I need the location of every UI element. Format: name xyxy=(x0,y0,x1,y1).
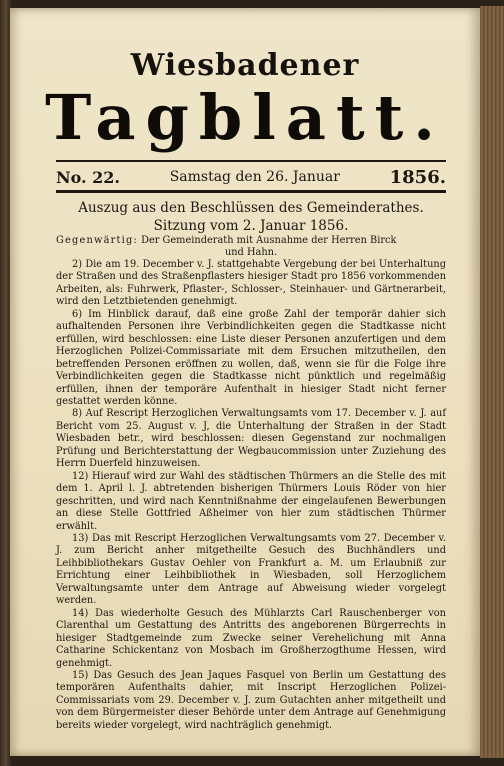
issue-number: No. 22. xyxy=(56,167,120,187)
article xyxy=(56,200,446,732)
paragraph-14: 14) Das wiederholte Gesuch des Mühlarzts Carl Rauschenberger von Clarenthal um Gestattung des Antritts des angeborenen Bürgerrechts in hiesiger Stadtgemeinde zum Zwecke seiner Verehelichung mit Anna Catharine Schickentanz von Mosbach im Großherzogthume Hessen, wird genehmigt. xyxy=(56,607,446,669)
session-date: Sitzung vom 2. Januar 1856. xyxy=(153,218,349,234)
masthead-rule-bottom xyxy=(56,190,446,193)
paragraph-13: 13) Das mit Rescript Herzoglichen Verwaltungsamts vom 27. December v. J. zum Bericht anher mitgetheilte Gesuch des Buchhändlers und Leihbibliothekars Gustav Oehler von Frankfurt a. M. um Erlaubniß zur Errichtung einer Leihbibliothek in Wiesbaden, soll Herzoglichem Verwaltungsamte unter dem Antrage auf Abweisung wieder vorgelegt werden. xyxy=(56,532,446,607)
article-heading: Auszug aus den Beschlüssen des Gemeinderathes. xyxy=(78,200,424,216)
page-edges xyxy=(480,6,504,758)
paragraph-2: 2) Die am 19. December v. J. stattgehabte Vergebung der bei Unterhaltung der Straßen und des Straßenpflasters hiesiger Stadt pro 1856 vorkommenden Arbeiten, als: Fuhrwerk, Pflaster-, Schlosser-, Steinhauer- und Gärtnerarbeit, wird den Letztbietenden genehmigt. xyxy=(56,259,446,308)
masthead-rule-top xyxy=(56,160,446,162)
present-label: Gegenwärtig: xyxy=(56,235,138,246)
paragraph-8: 8) Auf Rescript Herzoglichen Verwaltungsamts vom 17. December v. J. auf Bericht vom 25. August v. J, die Unterhaltung der Straßen in der Stadt Wiesbaden betr., wird beschlossen: diesen Gegenstand zur nochmaligen Prüfung und Berichterstattung der Wegbaucommission unter Zuziehung des Herrn Duerfeld hinzuweisen. xyxy=(56,408,446,470)
newspaper-page xyxy=(10,8,480,756)
present-line xyxy=(56,235,446,259)
paragraph-15: 15) Das Gesuch des Jean Jaques Fasquel von Berlin um Gestattung des temporären Aufenthalts dahier, mit Inscript Herzoglichen Polizei-Commissariats vom 29. December v. J. zum Gutachten anher mitgetheilt und von dem Bürgermeister dieser Behörde unter dem Antrage auf Genehmigung bereits wieder vorgelegt, wird nachträglich genehmigt. xyxy=(56,669,446,731)
paragraph-6: 6) Im Hinblick darauf, daß eine große Zahl der temporär dahier sich aufhaltenden Personen ihre Verbindlichkeiten gegen die Stadtkasse nicht erfüllen, wird beschlossen: eine Liste dieser Personen anzufertigen und dem Herzoglichen Polizei-Commissariate mit dem Ersuchen mitzutheilen, den betreffenden Personen eröffnen zu wollen, daß, wenn sie für die Folge ihre Verbindlichkeiten gegen die Stadtkasse nicht pünktlich und regelmäßig erfüllen, ihnen der temporäre Aufenthalt in hiesiger Stadt nicht ferner gestattet werden könne. xyxy=(56,308,446,407)
issue-date: Samstag den 26. Januar xyxy=(169,169,340,185)
paragraph-12: 12) Hierauf wird zur Wahl des städtischen Thürmers an die Stelle des mit dem 1. April l. J. abtretenden bisherigen Thürmers Louis Röder von hier geschritten, und wird nach Kenntnißnahme der eingelaufenen Bewerbungen an diese Stelle Gottfried Aßheimer von hier zum städtischen Thürmer erwählt. xyxy=(56,470,446,532)
masthead-title-top: Wiesbadener xyxy=(130,48,360,83)
issue-year: 1856. xyxy=(389,166,446,188)
present-text: Der Gemeinderath mit Ausnahme der Herren Birck xyxy=(141,235,397,246)
masthead-info-line xyxy=(56,166,446,188)
present-text-2: und Hahn. xyxy=(224,247,278,258)
masthead-title-main: Tagblatt. xyxy=(45,81,445,154)
